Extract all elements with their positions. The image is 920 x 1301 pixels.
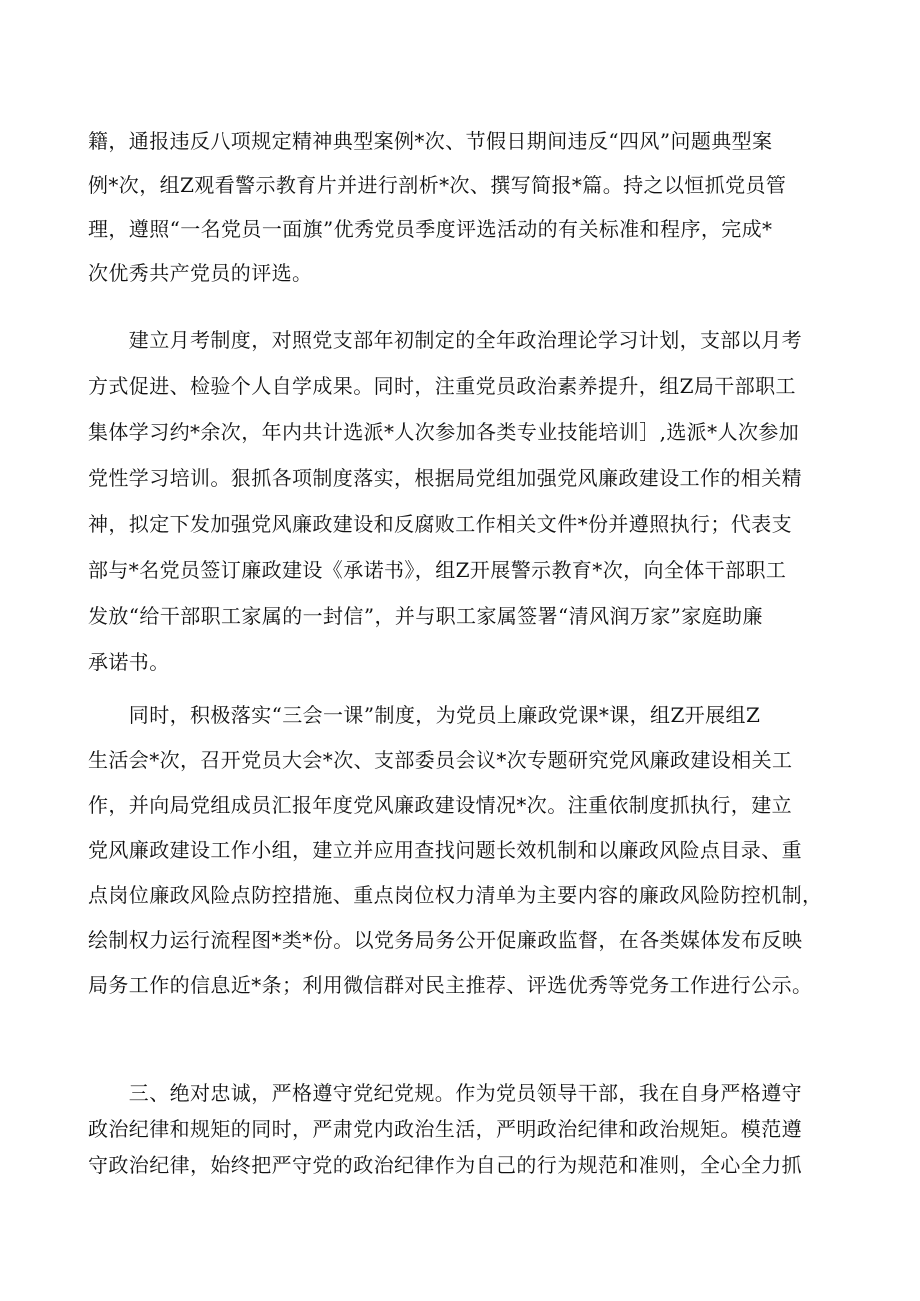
text-line: 守政治纪律，始终把严守党的政治纪律作为自己的行为规范和准则，全心全力抓 <box>88 1153 802 1177</box>
text-line: 政治纪律和规矩的同时，严肃党内政治生活，严明政治纪律和政治规矩。模范遵 <box>88 1117 802 1141</box>
text-line: 集体学习约*余次，年内共计选派*人次参加各类专业技能培训］,选派*人次参加 <box>88 420 800 444</box>
text-line: 同时，积极落实“三会一课”制度，为党员上廉政党课*课，组Z开展组Z <box>88 703 761 727</box>
text-line: 三、绝对忠诚，严格遵守党纪党规。作为党员领导干部，我在自身严格遵守 <box>88 1081 802 1105</box>
text-line: 神，拟定下发加强党风廉政建设和反腐败工作相关文件*份并遵照执行；代表支 <box>88 512 792 536</box>
text-line: 次优秀共产党员的评选。 <box>88 261 313 285</box>
text-line: 籍，通报违反八项规定精神典型案例*次、节假日期间违反“四风”问题典型案 <box>88 129 773 153</box>
text-line: 发放“给干部职工家属的一封信”，并与职工家属签署“清风润万家”家庭助廉 <box>88 604 763 628</box>
text-line: 生活会*次，召开党员大会*次、支部委员会议*次专题研究党风廉政建设相关工 <box>88 748 793 772</box>
text-line: 部与*名党员签订廉政建设《承诺书》，组Z开展警示教育*次，向全体干部职工 <box>88 558 787 582</box>
text-line: 点岗位廉政风险点防控措施、重点岗位权力清单为主要内容的廉政风险防控机制， <box>88 883 823 907</box>
text-line: 例*次，组Z观看警示教育片并进行剖析*次、撰写简报*篇。持之以恒抓党员管 <box>88 173 787 197</box>
text-line: 作，并向局党组成员汇报年度党风廉政建设情况*次。注重依制度抓执行，建立 <box>88 793 792 817</box>
text-line: 绘制权力运行流程图*类*份。以党务局务公开促廉政监督，在各类媒体发布反映 <box>88 928 803 952</box>
text-line: 理，遵照“一名党员一面旗”优秀党员季度评选活动的有关标准和程序，完成* <box>88 217 773 241</box>
text-line: 方式促进、检验个人自学成果。同时，注重党员政治素养提升，组Z局干部职工 <box>88 374 796 398</box>
text-line: 建立月考制度，对照党支部年初制定的全年政治理论学习计划，支部以月考 <box>88 328 802 352</box>
text-line: 党风廉政建设工作小组，建立并应用查找问题长效机制和以廉政风险点目录、重 <box>88 838 802 862</box>
text-line: 党性学习培训。狠抓各项制度落实，根据局党组加强党风廉政建设工作的相关精 <box>88 466 802 490</box>
text-line: 局务工作的信息近*条；利用微信群对民主推荐、评选优秀等党务工作进行公示。 <box>88 973 813 997</box>
text-line: 承诺书。 <box>88 650 170 674</box>
